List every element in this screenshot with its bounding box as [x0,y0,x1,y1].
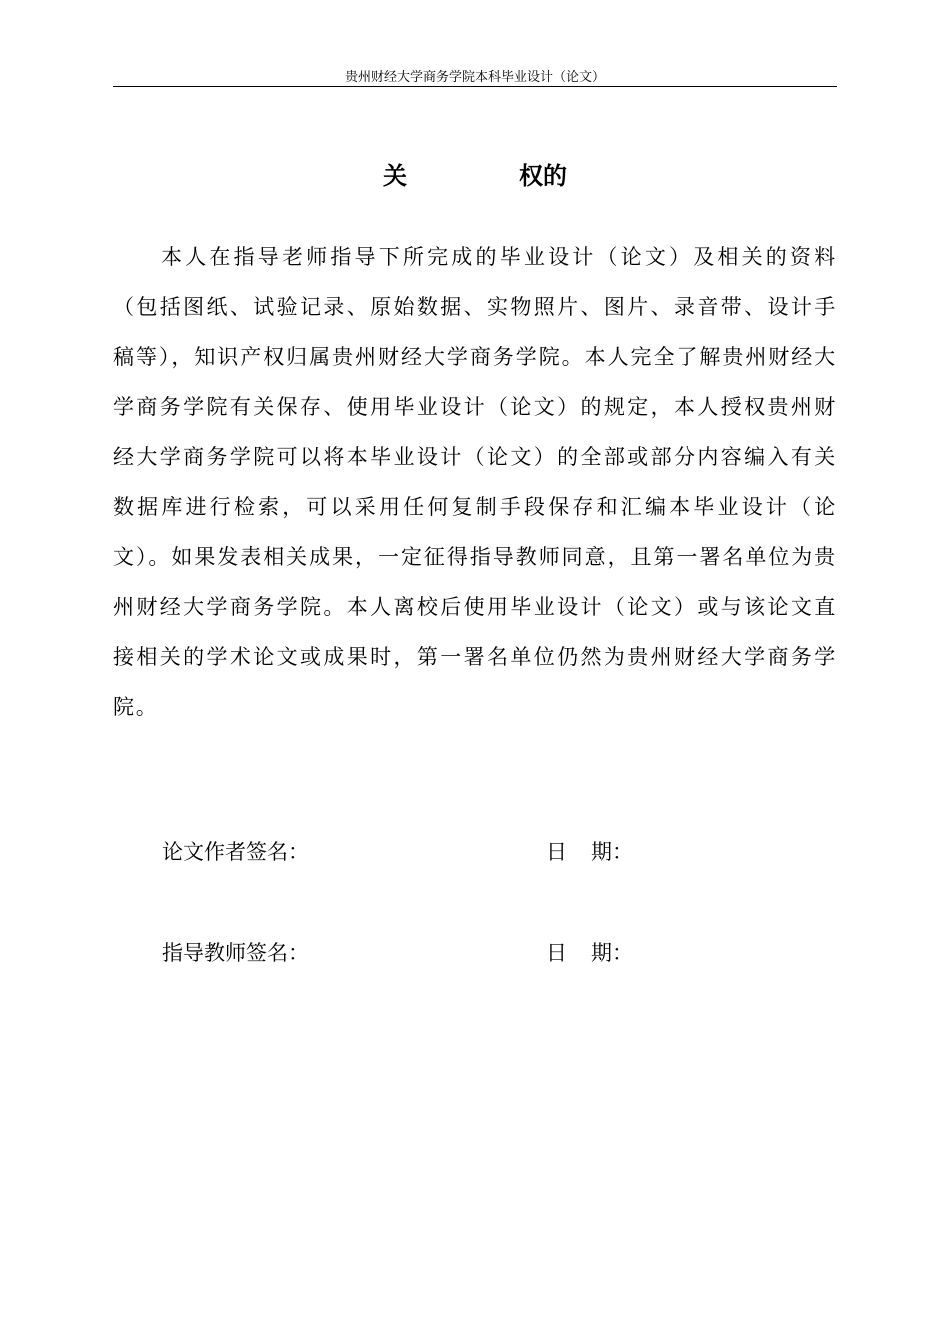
advisor-signature-label: 指导教师签名： [162,941,309,965]
author-date-label [546,832,633,872]
author-signature-row [162,832,802,872]
author-date-char2: 期： [591,840,633,864]
page-title [0,160,950,192]
advisor-date-char2: 期： [591,941,633,965]
advisor-signature-row [162,933,802,973]
author-date-char1: 日 [546,840,567,864]
declaration-paragraph: 本人在指导老师指导下所完成的毕业设计（论文）及相关的资料（包括图纸、试验记录、原始数据、实物照片、图片、录音带、设计手稿等），知识产权归属贵州财经大学商务学院。本人完全了解贵州财经大学商务学院有关保存、使用毕业设计（论文）的规定，本人授权贵州财经大学商务学院可以将本毕业设计（论文）的全部或部分内容编入有关数据库进行检索，可以采用任何复制手段保存和汇编本毕业设计（论文）。如果发表相关成果，一定征得指导教师同意，且第一署名单位为贵州财经大学商务学院。本人离校后使用毕业设计（论文）或与该论文直接相关的学术论文或成果时，第一署名单位仍然为贵州财经大学商务学院。 [113,245,837,719]
title-left: 关 [383,162,407,190]
running-title: 贵州财经大学商务学院本科毕业设计（论文） [344,70,605,85]
page-header [113,66,837,87]
advisor-date-label [546,933,633,973]
author-signature-label: 论文作者签名： [162,840,309,864]
advisor-date-char1: 日 [546,941,567,965]
title-right: 权的 [519,162,567,190]
